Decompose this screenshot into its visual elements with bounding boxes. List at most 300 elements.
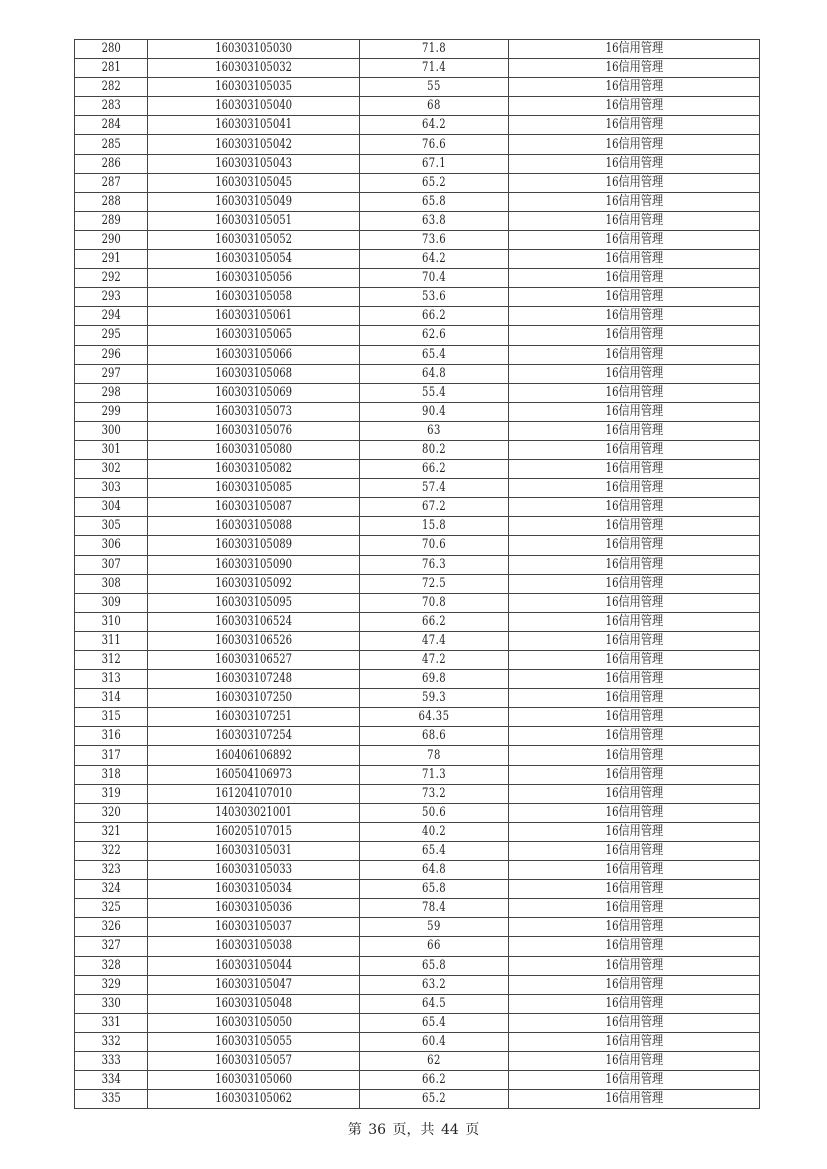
class-name-cell bbox=[509, 1090, 760, 1109]
student-id-text: 160205107015 bbox=[215, 823, 292, 839]
score-cell bbox=[360, 689, 509, 708]
score-text: 64.8 bbox=[421, 365, 447, 381]
table-row bbox=[75, 975, 760, 994]
student-id-text: 160303105038 bbox=[215, 938, 292, 954]
student-id-cell bbox=[148, 708, 360, 727]
class-name-text: 16信用管理 bbox=[605, 881, 663, 897]
class-name-cell bbox=[509, 861, 760, 880]
class-name-text: 16信用管理 bbox=[605, 594, 663, 610]
row-number-cell bbox=[75, 269, 148, 288]
student-id-text: 160303105062 bbox=[215, 1091, 292, 1107]
row-number-cell bbox=[75, 421, 148, 440]
table-row bbox=[75, 803, 760, 822]
row-number-cell bbox=[75, 97, 148, 116]
class-name-cell bbox=[509, 269, 760, 288]
class-name-cell bbox=[509, 460, 760, 479]
student-id-cell bbox=[148, 135, 360, 154]
class-name-text: 16信用管理 bbox=[605, 575, 663, 591]
row-number-text: 302 bbox=[101, 461, 121, 477]
score-text: 63 bbox=[427, 422, 441, 438]
row-number-cell bbox=[75, 498, 148, 517]
row-number-cell bbox=[75, 383, 148, 402]
student-id-cell bbox=[148, 880, 360, 899]
score-text: 78.4 bbox=[421, 900, 447, 916]
score-cell bbox=[360, 536, 509, 555]
table-row bbox=[75, 670, 760, 689]
table-row bbox=[75, 116, 760, 135]
student-id-cell bbox=[148, 479, 360, 498]
table-row bbox=[75, 345, 760, 364]
student-id-cell bbox=[148, 670, 360, 689]
table-row bbox=[75, 899, 760, 918]
row-number-text: 332 bbox=[101, 1033, 121, 1049]
page-number-footer: 第 36 页，共 44 页 bbox=[347, 1122, 480, 1138]
score-cell bbox=[360, 173, 509, 192]
table-row bbox=[75, 937, 760, 956]
row-number-text: 330 bbox=[101, 995, 121, 1011]
score-text: 65.2 bbox=[421, 1091, 447, 1107]
table-row bbox=[75, 708, 760, 727]
score-text: 65.4 bbox=[421, 346, 447, 362]
student-id-cell bbox=[148, 116, 360, 135]
class-name-cell bbox=[509, 956, 760, 975]
student-id-cell bbox=[148, 593, 360, 612]
table-row bbox=[75, 784, 760, 803]
score-cell bbox=[360, 460, 509, 479]
table-row bbox=[75, 651, 760, 670]
score-cell bbox=[360, 937, 509, 956]
student-id-cell bbox=[148, 746, 360, 765]
class-name-text: 16信用管理 bbox=[605, 251, 663, 267]
row-number-cell bbox=[75, 211, 148, 230]
student-id-text: 160303105058 bbox=[215, 289, 292, 305]
class-name-cell bbox=[509, 230, 760, 249]
student-id-text: 160303107251 bbox=[215, 709, 292, 725]
student-id-text: 160303105068 bbox=[215, 365, 292, 381]
class-name-text: 16信用管理 bbox=[605, 231, 663, 247]
student-id-cell bbox=[148, 288, 360, 307]
student-id-text: 160303105032 bbox=[215, 60, 292, 76]
score-text: 64.8 bbox=[421, 862, 447, 878]
student-id-cell bbox=[148, 250, 360, 269]
table-row bbox=[75, 765, 760, 784]
class-name-text: 16信用管理 bbox=[605, 919, 663, 935]
table-row bbox=[75, 154, 760, 173]
class-name-text: 16信用管理 bbox=[605, 804, 663, 820]
student-id-cell bbox=[148, 402, 360, 421]
class-name-cell bbox=[509, 345, 760, 364]
class-name-cell bbox=[509, 765, 760, 784]
score-cell bbox=[360, 574, 509, 593]
row-number-text: 296 bbox=[101, 346, 121, 362]
table-row bbox=[75, 841, 760, 860]
score-cell bbox=[360, 40, 509, 59]
student-id-text: 161204107010 bbox=[215, 785, 292, 801]
row-number-cell bbox=[75, 250, 148, 269]
row-number-text: 291 bbox=[101, 251, 121, 267]
class-name-text: 16信用管理 bbox=[605, 442, 663, 458]
student-id-text: 160303105031 bbox=[215, 842, 292, 858]
table-row bbox=[75, 536, 760, 555]
student-id-cell bbox=[148, 173, 360, 192]
score-cell bbox=[360, 421, 509, 440]
table-row bbox=[75, 1051, 760, 1070]
row-number-text: 315 bbox=[101, 709, 121, 725]
student-id-text: 160504106973 bbox=[215, 766, 292, 782]
score-text: 63.2 bbox=[421, 976, 447, 992]
student-id-cell bbox=[148, 383, 360, 402]
student-id-text: 160303105048 bbox=[215, 995, 292, 1011]
class-name-cell bbox=[509, 975, 760, 994]
class-name-text: 16信用管理 bbox=[605, 499, 663, 515]
row-number-text: 305 bbox=[101, 518, 121, 534]
row-number-cell bbox=[75, 78, 148, 97]
student-id-text: 160303105052 bbox=[215, 231, 292, 247]
score-text: 73.2 bbox=[421, 785, 447, 801]
class-name-cell bbox=[509, 211, 760, 230]
student-id-cell bbox=[148, 1071, 360, 1090]
student-id-text: 160303105055 bbox=[215, 1033, 292, 1049]
table-row bbox=[75, 211, 760, 230]
row-number-cell bbox=[75, 1032, 148, 1051]
table-row bbox=[75, 918, 760, 937]
student-id-text: 160303105057 bbox=[215, 1053, 292, 1069]
score-text: 66.2 bbox=[421, 308, 447, 324]
table-row bbox=[75, 555, 760, 574]
class-name-text: 16信用管理 bbox=[605, 155, 663, 171]
score-cell bbox=[360, 555, 509, 574]
score-text: 63.8 bbox=[421, 212, 447, 228]
row-number-text: 295 bbox=[101, 327, 121, 343]
class-name-cell bbox=[509, 937, 760, 956]
table-row bbox=[75, 1032, 760, 1051]
score-cell bbox=[360, 727, 509, 746]
student-id-text: 160303105045 bbox=[215, 174, 292, 190]
score-cell bbox=[360, 440, 509, 459]
student-id-text: 160303105095 bbox=[215, 594, 292, 610]
student-id-text: 160303105054 bbox=[215, 251, 292, 267]
class-name-text: 16信用管理 bbox=[605, 1014, 663, 1030]
class-name-text: 16信用管理 bbox=[605, 632, 663, 648]
row-number-cell bbox=[75, 1051, 148, 1070]
student-id-text: 160303105080 bbox=[215, 442, 292, 458]
score-text: 53.6 bbox=[421, 289, 447, 305]
score-cell bbox=[360, 956, 509, 975]
score-text: 72.5 bbox=[421, 575, 447, 591]
row-number-text: 333 bbox=[101, 1053, 121, 1069]
student-id-text: 160303106527 bbox=[215, 652, 292, 668]
row-number-cell bbox=[75, 460, 148, 479]
row-number-text: 290 bbox=[101, 231, 121, 247]
student-id-text: 160303105042 bbox=[215, 136, 292, 152]
class-name-text: 16信用管理 bbox=[605, 652, 663, 668]
row-number-cell bbox=[75, 536, 148, 555]
class-name-text: 16信用管理 bbox=[605, 976, 663, 992]
student-id-cell bbox=[148, 1013, 360, 1032]
row-number-text: 323 bbox=[101, 862, 121, 878]
row-number-text: 329 bbox=[101, 976, 121, 992]
student-id-cell bbox=[148, 727, 360, 746]
class-name-cell bbox=[509, 918, 760, 937]
row-number-text: 317 bbox=[101, 747, 121, 763]
student-id-text: 160303105060 bbox=[215, 1072, 292, 1088]
score-text: 55 bbox=[427, 79, 441, 95]
class-name-cell bbox=[509, 250, 760, 269]
class-name-cell bbox=[509, 517, 760, 536]
student-id-cell bbox=[148, 861, 360, 880]
score-cell bbox=[360, 211, 509, 230]
student-id-text: 160303105073 bbox=[215, 403, 292, 419]
student-id-text: 160303105040 bbox=[215, 98, 292, 114]
row-number-text: 299 bbox=[101, 403, 121, 419]
score-cell bbox=[360, 154, 509, 173]
student-id-cell bbox=[148, 40, 360, 59]
row-number-cell bbox=[75, 899, 148, 918]
table-row bbox=[75, 97, 760, 116]
student-id-cell bbox=[148, 555, 360, 574]
row-number-cell bbox=[75, 1013, 148, 1032]
class-name-text: 16信用管理 bbox=[605, 384, 663, 400]
student-id-text: 140303021001 bbox=[215, 804, 292, 820]
table-row bbox=[75, 746, 760, 765]
score-cell bbox=[360, 841, 509, 860]
score-text: 65.8 bbox=[421, 193, 447, 209]
student-id-cell bbox=[148, 421, 360, 440]
row-number-text: 301 bbox=[101, 442, 121, 458]
score-cell bbox=[360, 192, 509, 211]
student-id-text: 160303105051 bbox=[215, 212, 292, 228]
row-number-cell bbox=[75, 765, 148, 784]
row-number-cell bbox=[75, 689, 148, 708]
row-number-text: 292 bbox=[101, 270, 121, 286]
student-id-cell bbox=[148, 841, 360, 860]
row-number-cell bbox=[75, 727, 148, 746]
student-id-text: 160303107248 bbox=[215, 671, 292, 687]
student-id-cell bbox=[148, 822, 360, 841]
row-number-cell bbox=[75, 861, 148, 880]
score-cell bbox=[360, 307, 509, 326]
class-name-text: 16信用管理 bbox=[605, 938, 663, 954]
table-row bbox=[75, 593, 760, 612]
student-id-text: 160303105044 bbox=[215, 957, 292, 973]
student-id-text: 160303105043 bbox=[215, 155, 292, 171]
table-row bbox=[75, 498, 760, 517]
row-number-cell bbox=[75, 116, 148, 135]
class-name-cell bbox=[509, 880, 760, 899]
row-number-cell bbox=[75, 880, 148, 899]
score-cell bbox=[360, 822, 509, 841]
class-name-cell bbox=[509, 631, 760, 650]
class-name-text: 16信用管理 bbox=[605, 270, 663, 286]
table-row bbox=[75, 135, 760, 154]
class-name-cell bbox=[509, 307, 760, 326]
score-cell bbox=[360, 784, 509, 803]
class-name-text: 16信用管理 bbox=[605, 613, 663, 629]
class-name-cell bbox=[509, 97, 760, 116]
row-number-cell bbox=[75, 651, 148, 670]
row-number-cell bbox=[75, 1090, 148, 1109]
row-number-text: 283 bbox=[101, 98, 121, 114]
row-number-cell bbox=[75, 670, 148, 689]
row-number-cell bbox=[75, 230, 148, 249]
table-row bbox=[75, 479, 760, 498]
class-name-cell bbox=[509, 841, 760, 860]
student-id-cell bbox=[148, 211, 360, 230]
score-cell bbox=[360, 765, 509, 784]
table-row bbox=[75, 994, 760, 1013]
class-name-cell bbox=[509, 440, 760, 459]
score-cell bbox=[360, 269, 509, 288]
class-name-cell bbox=[509, 1051, 760, 1070]
score-cell bbox=[360, 593, 509, 612]
student-id-text: 160303106524 bbox=[215, 613, 292, 629]
class-name-cell bbox=[509, 899, 760, 918]
student-id-text: 160303105076 bbox=[215, 422, 292, 438]
row-number-text: 297 bbox=[101, 365, 121, 381]
class-name-cell bbox=[509, 803, 760, 822]
class-name-text: 16信用管理 bbox=[605, 193, 663, 209]
class-name-text: 16信用管理 bbox=[605, 1033, 663, 1049]
row-number-cell bbox=[75, 937, 148, 956]
row-number-text: 286 bbox=[101, 155, 121, 171]
row-number-text: 310 bbox=[101, 613, 121, 629]
student-id-text: 160303105036 bbox=[215, 900, 292, 916]
row-number-text: 306 bbox=[101, 537, 121, 553]
score-cell bbox=[360, 517, 509, 536]
class-name-cell bbox=[509, 994, 760, 1013]
student-id-text: 160303105056 bbox=[215, 270, 292, 286]
student-id-cell bbox=[148, 765, 360, 784]
row-number-text: 307 bbox=[101, 556, 121, 572]
row-number-cell bbox=[75, 746, 148, 765]
class-name-text: 16信用管理 bbox=[605, 1053, 663, 1069]
class-name-cell bbox=[509, 1071, 760, 1090]
class-name-cell bbox=[509, 364, 760, 383]
class-name-cell bbox=[509, 536, 760, 555]
table-row bbox=[75, 880, 760, 899]
row-number-cell bbox=[75, 479, 148, 498]
student-id-text: 160303105087 bbox=[215, 499, 292, 515]
class-name-text: 16信用管理 bbox=[605, 136, 663, 152]
row-number-text: 326 bbox=[101, 919, 121, 935]
student-id-cell bbox=[148, 1032, 360, 1051]
student-id-text: 160303105049 bbox=[215, 193, 292, 209]
score-text: 65.8 bbox=[421, 881, 447, 897]
score-cell bbox=[360, 78, 509, 97]
score-text: 76.6 bbox=[421, 136, 447, 152]
score-text: 62.6 bbox=[421, 327, 447, 343]
class-name-cell bbox=[509, 421, 760, 440]
table-row bbox=[75, 269, 760, 288]
table-row bbox=[75, 440, 760, 459]
row-number-text: 287 bbox=[101, 174, 121, 190]
score-text: 57.4 bbox=[421, 480, 447, 496]
student-id-cell bbox=[148, 307, 360, 326]
score-text: 47.4 bbox=[421, 632, 447, 648]
class-name-text: 16信用管理 bbox=[605, 461, 663, 477]
table-row bbox=[75, 78, 760, 97]
student-id-text: 160303107254 bbox=[215, 728, 292, 744]
class-name-text: 16信用管理 bbox=[605, 98, 663, 114]
row-number-text: 328 bbox=[101, 957, 121, 973]
student-id-text: 160303106526 bbox=[215, 632, 292, 648]
score-text: 15.8 bbox=[421, 518, 447, 534]
student-id-cell bbox=[148, 440, 360, 459]
row-number-cell bbox=[75, 345, 148, 364]
score-text: 67.1 bbox=[421, 155, 447, 171]
score-text: 59 bbox=[427, 919, 441, 935]
table-row bbox=[75, 1090, 760, 1109]
score-text: 66.2 bbox=[421, 461, 447, 477]
score-cell bbox=[360, 288, 509, 307]
score-text: 71.8 bbox=[421, 41, 447, 57]
row-number-text: 318 bbox=[101, 766, 121, 782]
table-row bbox=[75, 631, 760, 650]
row-number-text: 325 bbox=[101, 900, 121, 916]
student-id-text: 160303105034 bbox=[215, 881, 292, 897]
score-text: 80.2 bbox=[421, 442, 447, 458]
class-name-cell bbox=[509, 612, 760, 631]
row-number-text: 334 bbox=[101, 1072, 121, 1088]
table-row bbox=[75, 1013, 760, 1032]
row-number-cell bbox=[75, 173, 148, 192]
class-name-text: 16信用管理 bbox=[605, 690, 663, 706]
row-number-text: 303 bbox=[101, 480, 121, 496]
score-cell bbox=[360, 345, 509, 364]
table-row bbox=[75, 421, 760, 440]
score-cell bbox=[360, 975, 509, 994]
row-number-text: 335 bbox=[101, 1091, 121, 1107]
class-name-cell bbox=[509, 574, 760, 593]
class-name-text: 16信用管理 bbox=[605, 117, 663, 133]
class-name-text: 16信用管理 bbox=[605, 1072, 663, 1088]
class-name-text: 16信用管理 bbox=[605, 957, 663, 973]
class-name-text: 16信用管理 bbox=[605, 174, 663, 190]
row-number-cell bbox=[75, 803, 148, 822]
table-row bbox=[75, 59, 760, 78]
score-cell bbox=[360, 861, 509, 880]
score-cell bbox=[360, 1090, 509, 1109]
row-number-cell bbox=[75, 288, 148, 307]
row-number-cell bbox=[75, 364, 148, 383]
row-number-cell bbox=[75, 307, 148, 326]
score-text: 64.2 bbox=[421, 251, 447, 267]
score-text: 50.6 bbox=[421, 804, 447, 820]
row-number-text: 288 bbox=[101, 193, 121, 209]
student-id-cell bbox=[148, 975, 360, 994]
row-number-text: 284 bbox=[101, 117, 121, 133]
row-number-text: 312 bbox=[101, 652, 121, 668]
score-text: 66 bbox=[427, 938, 441, 954]
score-cell bbox=[360, 383, 509, 402]
score-cell bbox=[360, 746, 509, 765]
student-id-cell bbox=[148, 1051, 360, 1070]
class-name-cell bbox=[509, 555, 760, 574]
student-id-cell bbox=[148, 154, 360, 173]
student-id-text: 160303105088 bbox=[215, 518, 292, 534]
table-row bbox=[75, 383, 760, 402]
student-id-text: 160303105085 bbox=[215, 480, 292, 496]
row-number-text: 280 bbox=[101, 41, 121, 57]
student-id-text: 160303107250 bbox=[215, 690, 292, 706]
student-id-cell bbox=[148, 1090, 360, 1109]
row-number-cell bbox=[75, 593, 148, 612]
class-name-text: 16信用管理 bbox=[605, 671, 663, 687]
class-name-cell bbox=[509, 708, 760, 727]
student-id-text: 160303105090 bbox=[215, 556, 292, 572]
table-row bbox=[75, 612, 760, 631]
table-row bbox=[75, 517, 760, 536]
